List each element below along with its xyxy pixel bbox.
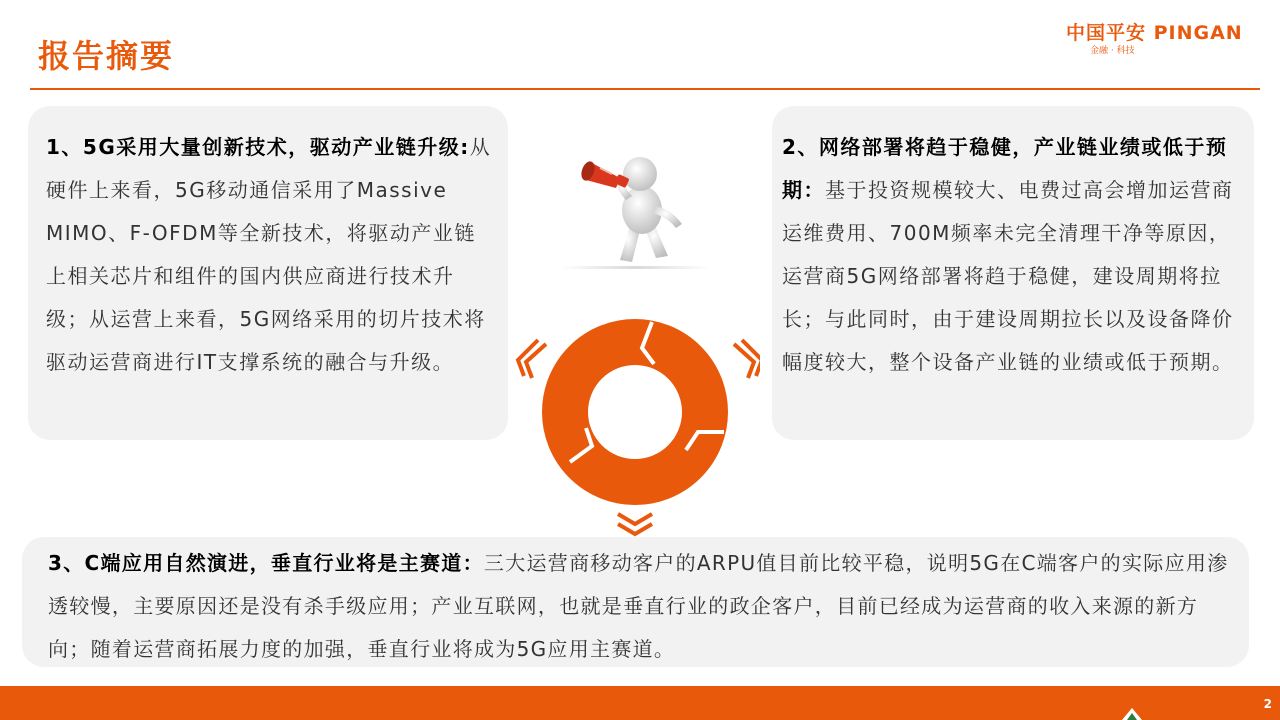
cycle-ring-icon [510, 312, 760, 542]
page-number: 2 [1263, 697, 1272, 711]
brand-logo [1066, 18, 1266, 58]
summary-box-2 [772, 106, 1254, 440]
logo-sub-text: 金融 · 科技 [1090, 46, 1135, 56]
summary-box-1 [28, 106, 508, 440]
page-title: 报告摘要 [38, 37, 175, 75]
chevron-right-icon [734, 340, 760, 378]
chevron-left-icon [518, 340, 546, 378]
chevron-down-icon [618, 514, 652, 534]
summary-2-body: 基于投资规模较大、电费过高会增加运营商运维费用、700M频率未完全清理干净等原因，运营商5G网络部署将趋于稳健，建设周期将拉长；与此同时，由于建设周期拉长以及设备降价幅度较大，整个设备产业链的业绩或低于预期。 [782, 178, 1234, 374]
summary-3-heading: 3、C端应用自然演进，垂直行业将是主赛道： [48, 551, 484, 575]
summary-3-text [48, 542, 1231, 671]
summary-3-body: 三大运营商移动客户的ARPU值目前比较平稳，说明5G在C端客户的实际应用渗透较慢，主要原因还是没有杀手级应用；产业互联网，也就是垂直行业的政企客户，目前已经成为运营商的收入来源的新方向；随着运营商拓展力度的加强，垂直行业将成为5G应用主赛道。 [48, 551, 1229, 661]
summary-1-body: 从硬件上来看，5G移动通信采用了Massive MIMO、F-OFDM等全新技术，将驱动产业链上相关芯片和组件的国内供应商进行技术升级；从运营上来看，5G网络采用的切片技术将驱动运营商进行IT支撑系统的融合与升级。 [46, 135, 492, 374]
summary-1-heading: 1、5G采用大量创新技术，驱动产业链升级: [46, 135, 470, 159]
footer-logo-icon [1120, 704, 1144, 720]
title-divider [30, 88, 1260, 90]
summary-1-text [46, 126, 494, 384]
footer-bar [0, 686, 1280, 720]
summary-box-3 [22, 537, 1249, 667]
megaphone-figure-icon [560, 148, 710, 270]
summary-2-heading: 2、网络部署将趋于稳健，产业链业绩或低于预期： [782, 135, 1228, 202]
summary-2-text [782, 126, 1240, 384]
logo-main-text: 中国平安 PINGAN [1066, 22, 1243, 44]
